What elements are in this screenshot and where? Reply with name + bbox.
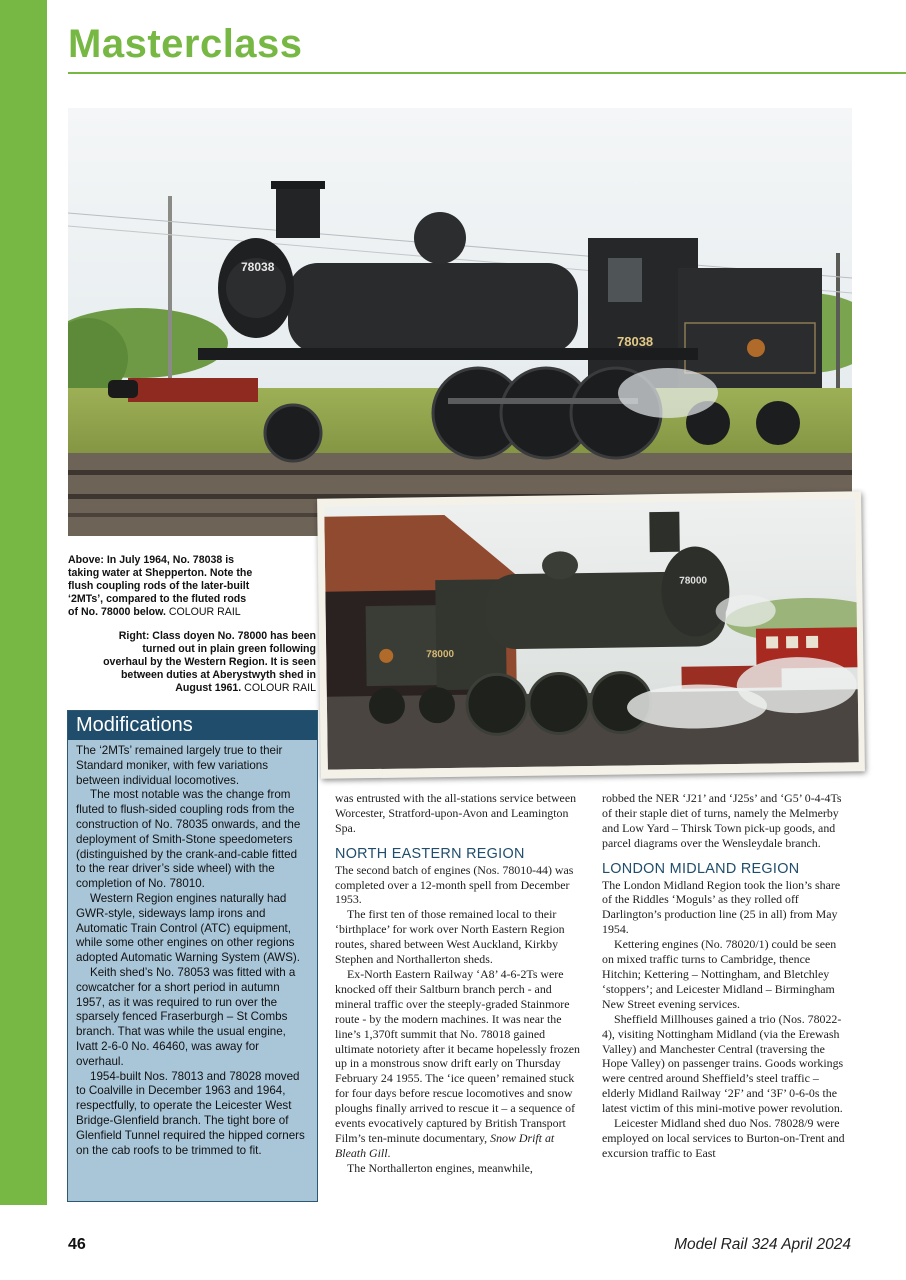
inset-cabside-number: 78000 bbox=[426, 648, 455, 661]
smokebox-number: 78038 bbox=[241, 260, 275, 274]
inset-photo bbox=[317, 491, 865, 779]
column-paragraph: robbed the NER ‘J21’ and ‘J25s’ and ‘G5’ 0-4-4Ts of their staple diet of turns, namely the Melmerby and Low Yard – Thirsk Town pick-up goods, and parcel diagrams over the Wensleydale branch. bbox=[602, 791, 842, 850]
modifications-paragraph: The ‘2MTs’ remained largely true to their Standard moniker, with few variations between individual locomotives. bbox=[76, 744, 283, 787]
film-title: Snow Drift at Bleath Gill bbox=[335, 1130, 555, 1160]
inset-smokebox-number: 78000 bbox=[679, 575, 708, 587]
modifications-title: Modifications bbox=[68, 711, 317, 740]
subheading-north-eastern: NORTH EASTERN REGION bbox=[335, 845, 525, 862]
cabside-number: 78038 bbox=[617, 334, 654, 349]
column-paragraph: The Northallerton engines, meanwhile, bbox=[347, 1160, 533, 1175]
section-title: Masterclass bbox=[68, 22, 303, 66]
caption-above-text: Above: In July 1964, No. 78038 is taking water at Shepperton. Note the flush coupling rods of the later-built ‘2MTs’, compared to the fluted rods of No. 78000 below. bbox=[68, 554, 253, 618]
column-paragraph: The London Midland Region took the lion’s share of the Riddles ‘Moguls’ as they rolled off Darlington’s production line (25 in all) from May 1954. bbox=[602, 877, 841, 937]
title-rule bbox=[68, 72, 906, 74]
magazine-issue: Model Rail 324 April 2024 bbox=[674, 1236, 851, 1253]
article-column-right bbox=[602, 791, 850, 1161]
column-paragraph: Ex-North Eastern Railway ‘A8’ 4-6-2Ts were knocked off their Saltburn branch perch - and mineral traffic over the steeply-graded Stainmore route - by the modern machines. It was near the line’s 1,370ft summit that No. 78018 gained ultimate notoriety after it became hopelessly frozen up in a monstrous snow drift early on Thursday February 24 1955. The ‘ice queen’ remained stuck for four days before rescue locomotives and snow ploughs finally arrived to rescue it – a sequence of events evocatively captured by British Transport Film’s ten-minute documentary, Snow Drift at Bleath Gill. bbox=[335, 966, 580, 1160]
modifications-paragraph: 1954-built Nos. 78013 and 78028 moved to Coalville in December 1963 and 1964, respectfully, to operate the Leicester West Bridge-Glenfield branch. The tight bore of Glenfield Tunnel required the hipped corners on the cab roofs to be trimmed to fit. bbox=[76, 1069, 305, 1157]
column-paragraph: Kettering engines (No. 78020/1) could be seen on mixed traffic turns to Cambridge, thence Hitchin; Kettering – Nottingham, and Bletchley ‘stoppers’; and Leicester Midland – Birmingham New Street evening services. bbox=[602, 937, 837, 1011]
column-paragraph: Sheffield Millhouses gained a trio (Nos. 78022-4), visiting Nottingham Midland (via the Erewash Valley) and Manchester Central (traversing the Hope Valley) on passenger trains. Goods workings were centred around Sheffield’s steel traffic – elderly Midland Railway ‘2F’ and ‘3F’ 0-6-0s the latest victim of this mini-motive power revolution. bbox=[602, 1011, 844, 1116]
caption-above-credit: COLOUR RAIL bbox=[168, 606, 241, 618]
column-paragraph: The first ten of those remained local to their ‘birthplace’ for work over North Eastern Region routes, shared between West Auckland, Kirkby Stephen and Northallerton sheds. bbox=[335, 907, 565, 967]
column-paragraph: Leicester Midland shed duo Nos. 78028/9 were employed on local services to Burton-on-Trent and excursion traffic to East bbox=[602, 1116, 845, 1160]
column-paragraph: The second batch of engines (Nos. 78010-44) was completed over a 12-month spell from December 1953. bbox=[335, 862, 574, 907]
column-text: Ex-North Eastern Railway ‘A8’ 4-6-2Ts were knocked off their Saltburn branch perch - and mineral traffic over the steeply-graded Stainmore route - by the modern machines. It was near the line’s 1,370ft summit that No. 78018 gained ultimate notoriety after it became hopelessly frozen up in a monstrous snow drift early on Thursday February 24 1955. The ‘ice queen’ remained stuck for four days before rescue locomotives and snow ploughs finally arrived to rescue it – a sequence of events evocatively captured by British Transport Film’s ten-minute documentary, bbox=[335, 966, 580, 1145]
modifications-paragraph: Western Region engines naturally had GWR-style, sideways lamp irons and Automatic Train Control (ATC) equipment, while some other engines on other regions adopted Automatic Warning System (AWS). bbox=[76, 891, 301, 965]
modifications-body bbox=[68, 740, 317, 1158]
modifications-paragraph: The most notable was the change from fluted to flush-sided coupling rods from the construction of No. 78035 onwards, and the deployment of Smith-Stone speedometers (distinguished by the crank-and-cable fitted to the rear driver’s side wheel) with the completion of No. 78010. bbox=[76, 788, 301, 891]
caption-right-text: Right: Class doyen No. 78000 has been turned out in plain green following overhaul by the Western Region. It is seen between duties at Aberystwyth shed in August 1961. bbox=[103, 630, 316, 694]
subheading-london-midland: LONDON MIDLAND REGION bbox=[602, 860, 800, 877]
main-photo bbox=[68, 108, 852, 536]
page-edge-bar bbox=[0, 0, 47, 1205]
column-paragraph: was entrusted with the all-stations service between Worcester, Stratford-upon-Avon and Leamington Spa. bbox=[335, 791, 577, 835]
caption-above bbox=[68, 554, 258, 619]
caption-right-credit: COLOUR RAIL bbox=[244, 682, 316, 694]
modifications-paragraph: Keith shed’s No. 78053 was fitted with a cowcatcher for a short period in autumn 1957, as it was required to run over the sparsely fenced Fraserburgh – St Combs branch. That was while the usual engine, Ivatt 2-6-0 No. 46460, was away for overhaul. bbox=[76, 965, 296, 1068]
caption-right bbox=[100, 630, 316, 695]
page-number: 46 bbox=[68, 1236, 86, 1253]
modifications-box bbox=[67, 710, 318, 1202]
article-column-middle bbox=[335, 791, 583, 1176]
